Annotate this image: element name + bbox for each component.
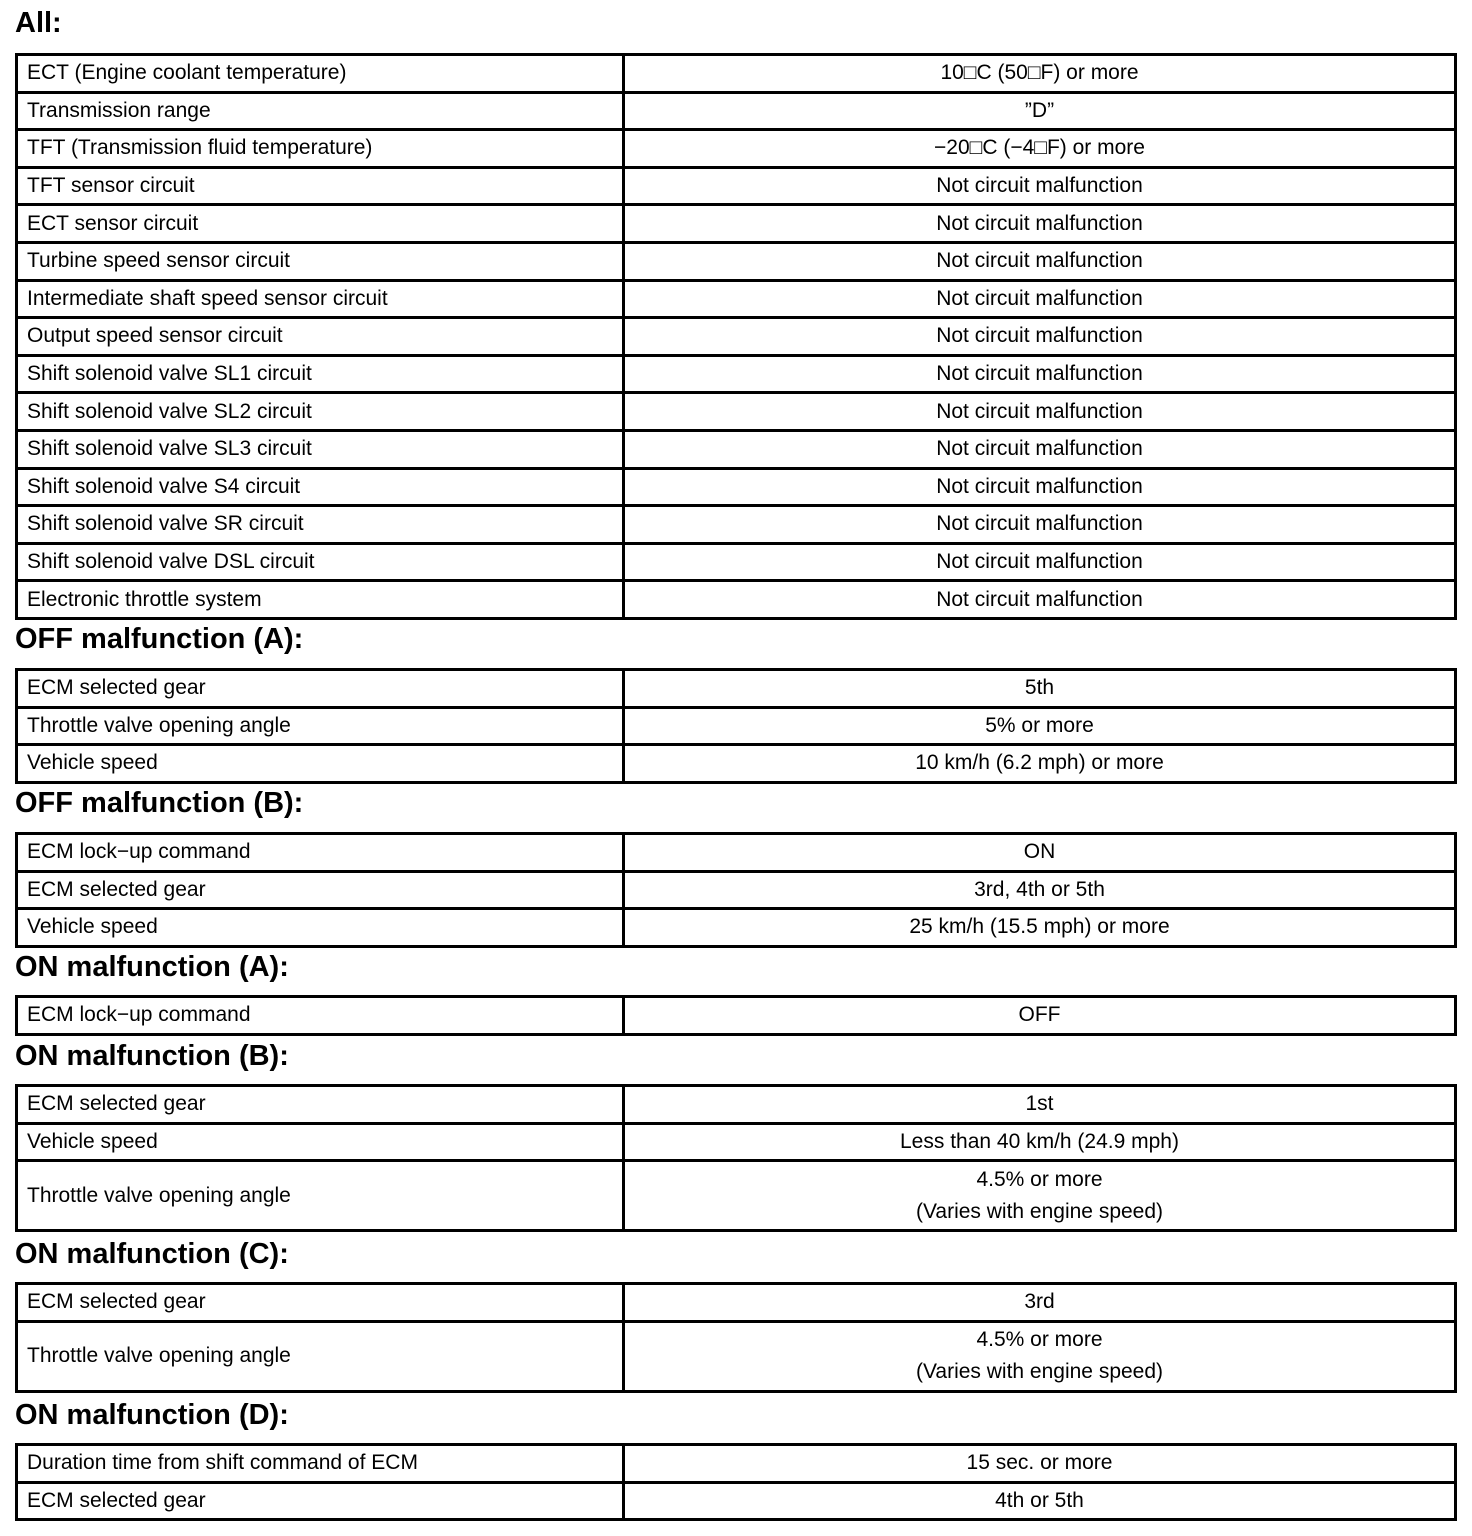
condition-value-cell: Not circuit malfunction: [624, 355, 1456, 393]
table-row: [17, 909, 1456, 947]
condition-value-cell: Not circuit malfunction: [624, 581, 1456, 619]
condition-value-text: 4.5% or more: [976, 1328, 1103, 1352]
condition-value-cell: 10□C (50□F) or more: [624, 55, 1456, 93]
table-row: [17, 871, 1456, 909]
condition-value-note: (Varies with engine speed): [915, 1360, 1164, 1384]
condition-item-cell: Intermediate shaft speed sensor circuit: [17, 280, 624, 318]
condition-item-cell: Output speed sensor circuit: [17, 318, 624, 356]
condition-value-cell: Not circuit malfunction: [624, 280, 1456, 318]
condition-item-cell: Shift solenoid valve SL3 circuit: [17, 430, 624, 468]
table-row: [17, 92, 1456, 130]
condition-value-cell: Not circuit malfunction: [624, 468, 1456, 506]
condition-item-cell: Throttle valve opening angle: [17, 707, 624, 745]
condition-item-cell: ECM lock−up command: [17, 834, 624, 872]
condition-value-cell: ON: [624, 834, 1456, 872]
condition-value-cell: −20□C (−4□F) or more: [624, 130, 1456, 168]
condition-value-cell: Not circuit malfunction: [624, 506, 1456, 544]
condition-item-cell: TFT sensor circuit: [17, 167, 624, 205]
condition-value-cell: Not circuit malfunction: [624, 242, 1456, 280]
table-row: [17, 1482, 1456, 1520]
table-row: [17, 468, 1456, 506]
section-heading: OFF malfunction (B):: [15, 787, 304, 819]
condition-value-cell: 10 km/h (6.2 mph) or more: [624, 745, 1456, 783]
section-heading: ON malfunction (D):: [15, 1399, 289, 1431]
table-row: [17, 205, 1456, 243]
condition-value-cell: Not circuit malfunction: [624, 543, 1456, 581]
condition-item-cell: ECT sensor circuit: [17, 205, 624, 243]
condition-item-cell: TFT (Transmission fluid temperature): [17, 130, 624, 168]
table-row: [17, 167, 1456, 205]
table-row: [17, 430, 1456, 468]
condition-value-cell: [624, 1321, 1456, 1391]
condition-item-cell: ECM selected gear: [17, 871, 624, 909]
table-row: [17, 1445, 1456, 1483]
section-heading: OFF malfunction (A):: [15, 623, 304, 655]
condition-item-cell: Duration time from shift command of ECM: [17, 1445, 624, 1483]
table-row: [17, 1161, 1456, 1231]
table-row: [17, 55, 1456, 93]
conditions-table: [15, 1084, 1457, 1232]
condition-value-cell: 3rd: [624, 1284, 1456, 1322]
condition-item-cell: Shift solenoid valve SL1 circuit: [17, 355, 624, 393]
conditions-table: [15, 668, 1457, 784]
table-row: [17, 1123, 1456, 1161]
condition-value-text: 4.5% or more: [976, 1167, 1103, 1191]
condition-value-cell: 3rd, 4th or 5th: [624, 871, 1456, 909]
condition-value-cell: [624, 1161, 1456, 1231]
table-row: [17, 280, 1456, 318]
table-row: [17, 834, 1456, 872]
condition-value-cell: OFF: [624, 997, 1456, 1035]
conditions-table: [15, 832, 1457, 948]
table-row: [17, 581, 1456, 619]
table-row: [17, 997, 1456, 1035]
condition-item-cell: ECM selected gear: [17, 1086, 624, 1124]
condition-item-cell: Vehicle speed: [17, 1123, 624, 1161]
condition-item-cell: Shift solenoid valve DSL circuit: [17, 543, 624, 581]
condition-item-cell: Transmission range: [17, 92, 624, 130]
condition-item-cell: Shift solenoid valve SR circuit: [17, 506, 624, 544]
condition-value-cell: Not circuit malfunction: [624, 393, 1456, 431]
condition-value-cell: Not circuit malfunction: [624, 318, 1456, 356]
condition-item-cell: Electronic throttle system: [17, 581, 624, 619]
condition-value-cell: Not circuit malfunction: [624, 430, 1456, 468]
condition-value-note: (Varies with engine speed): [915, 1199, 1164, 1223]
condition-item-cell: ECM selected gear: [17, 1284, 624, 1322]
condition-item-cell: ECM lock−up command: [17, 997, 624, 1035]
table-row: [17, 318, 1456, 356]
condition-value-cell: 25 km/h (15.5 mph) or more: [624, 909, 1456, 947]
table-row: [17, 355, 1456, 393]
condition-item-cell: Vehicle speed: [17, 745, 624, 783]
condition-value-cell: 5th: [624, 670, 1456, 708]
condition-item-cell: Throttle valve opening angle: [17, 1161, 624, 1231]
condition-item-cell: ECM selected gear: [17, 1482, 624, 1520]
table-row: [17, 707, 1456, 745]
condition-value-cell: Not circuit malfunction: [624, 205, 1456, 243]
condition-value-cell: 4th or 5th: [624, 1482, 1456, 1520]
table-row: [17, 745, 1456, 783]
condition-value-cell: Not circuit malfunction: [624, 167, 1456, 205]
condition-value-cell: 5% or more: [624, 707, 1456, 745]
table-row: [17, 506, 1456, 544]
conditions-table: [15, 1443, 1457, 1521]
condition-value-cell: 1st: [624, 1086, 1456, 1124]
table-row: [17, 242, 1456, 280]
condition-item-cell: Shift solenoid valve S4 circuit: [17, 468, 624, 506]
section-heading: ON malfunction (C):: [15, 1238, 289, 1270]
section-heading: ON malfunction (A):: [15, 951, 289, 983]
condition-item-cell: ECT (Engine coolant temperature): [17, 55, 624, 93]
table-row: [17, 543, 1456, 581]
section-heading: All:: [15, 7, 62, 39]
condition-value-cell: 15 sec. or more: [624, 1445, 1456, 1483]
condition-item-cell: ECM selected gear: [17, 670, 624, 708]
conditions-table: [15, 995, 1457, 1036]
condition-item-cell: Throttle valve opening angle: [17, 1321, 624, 1391]
table-row: [17, 130, 1456, 168]
condition-item-cell: Turbine speed sensor circuit: [17, 242, 624, 280]
table-row: [17, 1321, 1456, 1391]
conditions-table: [15, 1282, 1457, 1393]
conditions-table: [15, 53, 1457, 620]
table-row: [17, 393, 1456, 431]
section-heading: ON malfunction (B):: [15, 1040, 289, 1072]
condition-item-cell: Shift solenoid valve SL2 circuit: [17, 393, 624, 431]
condition-value-cell: Less than 40 km/h (24.9 mph): [624, 1123, 1456, 1161]
table-row: [17, 1284, 1456, 1322]
condition-item-cell: Vehicle speed: [17, 909, 624, 947]
table-row: [17, 670, 1456, 708]
condition-value-cell: ”D”: [624, 92, 1456, 130]
table-row: [17, 1086, 1456, 1124]
